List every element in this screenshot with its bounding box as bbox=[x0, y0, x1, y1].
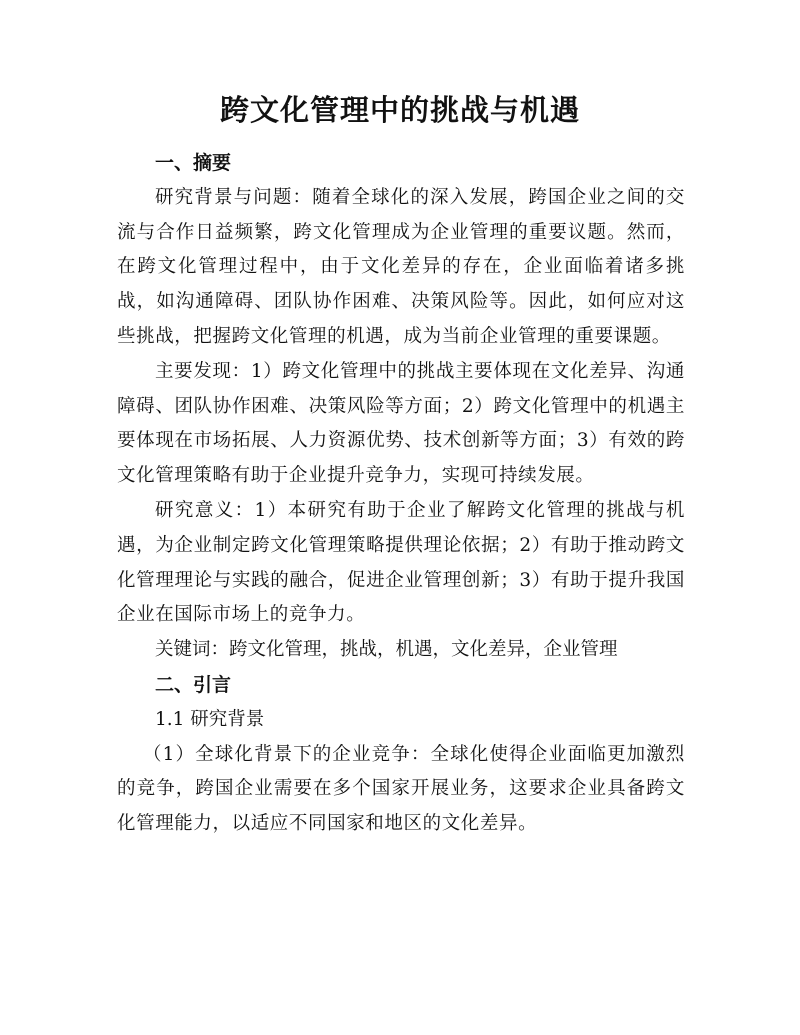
abstract-significance-paragraph: 研究意义：1）本研究有助于企业了解跨文化管理的挑战与机遇，为企业制定跨文化管理策略提供理论依据；2）有助于推动跨文化管理理论与实践的融合，促进企业管理创新；3）有助于提升我国企业在国际市场上的竞争力。 bbox=[117, 499, 685, 626]
keywords-line: 关键词：跨文化管理，挑战，机遇，文化差异，企业管理 bbox=[155, 639, 618, 661]
introduction-heading: 二、引言 bbox=[155, 673, 232, 696]
subsection-heading-1-1: 1.1 研究背景 bbox=[155, 708, 265, 730]
abstract-heading: 一、摘要 bbox=[155, 152, 232, 174]
abstract-background-paragraph: 研究背景与问题：随着全球化的深入发展，跨国企业之间的交流与合作日益频繁，跨文化管理成为企业管理的重要议题。然而，在跨文化管理过程中，由于文化差异的存在，企业面临着诸多挑战，如沟通障碍、团队协作困难、决策风险等。因此，如何应对这些挑战，把握跨文化管理的机遇，成为当前企业管理的重要课题。 bbox=[117, 186, 685, 347]
abstract-findings-paragraph: 主要发现：1）跨文化管理中的挑战主要体现在文化差异、沟通障碍、团队协作困难、决策风险等方面；2）跨文化管理中的机遇主要体现在市场拓展、人力资源优势、技术创新等方面；3）有效的跨文化管理策略有助于企业提升竞争力，实现可持续发展。 bbox=[117, 360, 685, 487]
document-title: 跨文化管理中的挑战与机遇 bbox=[219, 93, 580, 127]
document-body bbox=[117, 146, 685, 842]
intro-point-1-paragraph: （1）全球化背景下的企业竞争：全球化使得企业面临更加激烈的竞争，跨国企业需要在多个国家开展业务，这要求企业具备跨文化管理能力，以适应不同国家和地区的文化差异。 bbox=[117, 743, 685, 835]
